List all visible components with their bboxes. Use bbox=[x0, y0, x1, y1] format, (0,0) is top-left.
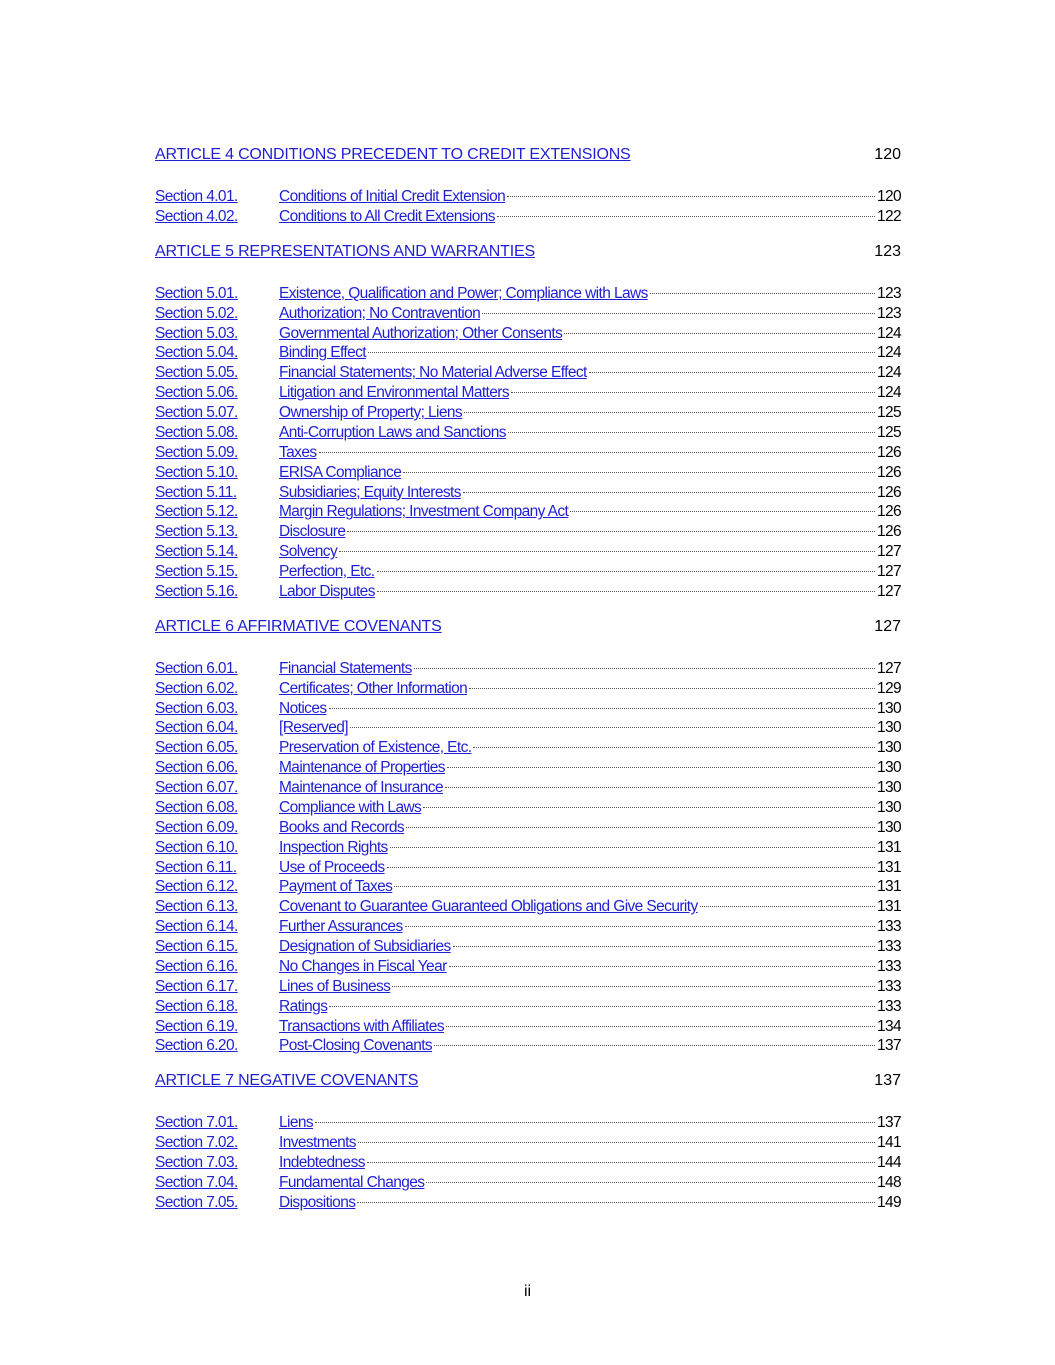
section-page-number: 124 bbox=[876, 324, 901, 342]
section-page-number: 130 bbox=[876, 759, 901, 777]
section-title-link[interactable]: Preservation of Existence, Etc. bbox=[279, 739, 472, 757]
section-page-number: 129 bbox=[876, 679, 901, 697]
section-number-link[interactable]: Section 6.04. bbox=[155, 719, 238, 737]
section-number-link[interactable]: Section 7.01. bbox=[155, 1114, 238, 1132]
section-title-link[interactable]: Designation of Subsidiaries bbox=[279, 938, 451, 955]
toc-entry[interactable] bbox=[155, 207, 901, 227]
section-number-link[interactable]: Section 5.14. bbox=[155, 543, 238, 561]
dot-leader bbox=[358, 1142, 875, 1143]
section-title-link[interactable]: Compliance with Laws bbox=[279, 798, 422, 816]
section-number-link[interactable]: Section 5.02. bbox=[155, 304, 238, 322]
section-title-link[interactable]: Margin Regulations; Investment Company Act bbox=[279, 503, 569, 521]
section-title-link[interactable]: Post-Closing Covenants bbox=[279, 1037, 433, 1055]
toc-entry[interactable] bbox=[155, 423, 901, 443]
dot-leader bbox=[347, 531, 875, 532]
section-title-link[interactable]: Ownership of Property; Liens bbox=[279, 404, 463, 421]
section-page-number: 149 bbox=[876, 1193, 901, 1211]
section-number-link[interactable]: Section 7.04. bbox=[155, 1173, 238, 1191]
section-number-link[interactable]: Section 6.15. bbox=[155, 938, 238, 955]
toc-entry[interactable] bbox=[155, 343, 901, 363]
dot-leader bbox=[329, 708, 875, 709]
article-page-number: 127 bbox=[874, 617, 901, 635]
section-page-number: 127 bbox=[876, 563, 901, 580]
dot-leader bbox=[329, 1006, 875, 1007]
section-number-link[interactable]: Section 5.10. bbox=[155, 463, 238, 481]
toc-entry[interactable] bbox=[155, 659, 901, 679]
section-page-number: 130 bbox=[876, 798, 901, 816]
section-title-link[interactable]: Conditions of Initial Credit Extension bbox=[279, 188, 506, 205]
section-title-link[interactable]: Dispositions bbox=[279, 1193, 356, 1211]
section-number-link[interactable]: Section 4.01. bbox=[155, 188, 238, 205]
section-number-link[interactable]: Section 4.02. bbox=[155, 207, 238, 225]
section-number-link[interactable]: Section 6.10. bbox=[155, 838, 238, 856]
dot-leader bbox=[700, 906, 875, 907]
section-number-link[interactable]: Section 5.15. bbox=[155, 563, 238, 580]
section-number-link[interactable]: Section 6.06. bbox=[155, 759, 238, 777]
toc-entry[interactable] bbox=[155, 937, 901, 957]
section-page-number: 130 bbox=[876, 719, 901, 737]
section-title-link[interactable]: [Reserved] bbox=[279, 719, 348, 737]
toc-entry[interactable] bbox=[155, 363, 901, 383]
section-title-link[interactable]: Payment of Taxes bbox=[279, 878, 393, 896]
article-heading[interactable] bbox=[155, 616, 901, 638]
section-title-link[interactable]: Financial Statements; No Material Adverse Effect bbox=[279, 364, 587, 382]
toc-entry[interactable] bbox=[155, 1017, 901, 1037]
section-page-number: 133 bbox=[876, 997, 901, 1015]
section-page-number: 133 bbox=[876, 918, 901, 936]
dot-leader bbox=[405, 926, 875, 927]
section-number-link[interactable]: Section 5.09. bbox=[155, 443, 238, 461]
section-title-link[interactable]: Notices bbox=[279, 699, 327, 717]
dot-leader bbox=[445, 787, 875, 788]
dot-leader bbox=[423, 807, 875, 808]
section-page-number: 126 bbox=[876, 503, 901, 521]
section-number-link[interactable]: Section 6.20. bbox=[155, 1037, 238, 1055]
section-title-link[interactable]: Authorization; No Contravention bbox=[279, 304, 481, 322]
dot-leader bbox=[403, 472, 875, 473]
dot-leader bbox=[511, 392, 875, 393]
section-title-link[interactable]: Maintenance of Insurance bbox=[279, 779, 443, 796]
section-page-number: 126 bbox=[876, 523, 901, 541]
section-number-link[interactable]: Section 7.05. bbox=[155, 1193, 238, 1211]
dot-leader bbox=[463, 492, 875, 493]
section-number-link[interactable]: Section 6.17. bbox=[155, 977, 238, 995]
section-title-link[interactable]: Liens bbox=[279, 1114, 314, 1132]
toc-entry[interactable] bbox=[155, 1193, 901, 1213]
toc-entry[interactable] bbox=[155, 699, 901, 719]
section-page-number: 133 bbox=[876, 957, 901, 975]
section-number-link[interactable]: Section 5.04. bbox=[155, 344, 238, 362]
section-page-number: 134 bbox=[876, 1017, 901, 1035]
toc-entry[interactable] bbox=[155, 897, 901, 917]
toc-entry[interactable] bbox=[155, 443, 901, 463]
toc-entry[interactable] bbox=[155, 502, 901, 522]
dot-leader bbox=[508, 432, 875, 433]
section-page-number: 120 bbox=[876, 188, 901, 205]
dot-leader bbox=[414, 668, 875, 669]
section-page-number: 127 bbox=[876, 659, 901, 677]
section-title-link[interactable]: Inspection Rights bbox=[279, 838, 388, 856]
section-title-link[interactable]: Binding Effect bbox=[279, 344, 366, 362]
dot-leader bbox=[570, 511, 875, 512]
section-page-number: 141 bbox=[876, 1134, 901, 1152]
section-title-link[interactable]: Transactions with Affiliates bbox=[279, 1017, 444, 1035]
section-title-link[interactable]: Existence, Qualification and Power; Compliance with Laws bbox=[279, 284, 648, 302]
dot-leader bbox=[447, 767, 875, 768]
section-number-link[interactable]: Section 6.01. bbox=[155, 659, 238, 677]
section-title-link[interactable]: ERISA Compliance bbox=[279, 463, 402, 481]
section-page-number: 131 bbox=[876, 838, 901, 856]
section-page-number: 131 bbox=[876, 878, 901, 896]
section-page-number: 123 bbox=[876, 284, 901, 302]
dot-leader bbox=[315, 1122, 875, 1123]
dot-leader bbox=[434, 1045, 875, 1046]
dot-leader bbox=[564, 333, 875, 334]
toc-entry[interactable] bbox=[155, 997, 901, 1017]
dot-leader bbox=[446, 1026, 875, 1027]
section-title-link[interactable]: Perfection, Etc. bbox=[279, 563, 375, 580]
toc-entry[interactable] bbox=[155, 1153, 901, 1173]
section-page-number: 130 bbox=[876, 699, 901, 717]
dot-leader bbox=[482, 313, 875, 314]
dot-leader bbox=[394, 886, 875, 887]
toc-entry[interactable] bbox=[155, 304, 901, 324]
dot-leader bbox=[449, 966, 875, 967]
section-page-number: 148 bbox=[876, 1173, 901, 1191]
section-page-number: 137 bbox=[876, 1037, 901, 1055]
dot-leader bbox=[377, 571, 875, 572]
section-number-link[interactable]: Section 5.11. bbox=[155, 483, 237, 501]
toc-entry[interactable] bbox=[155, 383, 901, 403]
section-page-number: 131 bbox=[876, 858, 901, 876]
section-number-link[interactable]: Section 5.05. bbox=[155, 364, 238, 382]
toc-entry[interactable] bbox=[155, 679, 901, 699]
dot-leader bbox=[589, 372, 875, 373]
toc-entry[interactable] bbox=[155, 917, 901, 937]
toc-entry[interactable] bbox=[155, 1036, 901, 1056]
section-number-link[interactable]: Section 6.18. bbox=[155, 997, 238, 1015]
dot-leader bbox=[453, 946, 875, 947]
section-title-link[interactable]: Further Assurances bbox=[279, 918, 403, 936]
toc-entry[interactable] bbox=[155, 778, 901, 798]
dot-leader bbox=[650, 293, 875, 294]
section-page-number: 126 bbox=[876, 463, 901, 481]
section-number-link[interactable]: Section 5.07. bbox=[155, 404, 238, 421]
toc-entry[interactable] bbox=[155, 977, 901, 997]
dot-leader bbox=[390, 847, 875, 848]
section-page-number: 125 bbox=[876, 423, 901, 441]
toc-entry[interactable] bbox=[155, 582, 901, 602]
section-title-link[interactable]: Taxes bbox=[279, 443, 317, 461]
toc-entry[interactable] bbox=[155, 877, 901, 897]
section-title-link[interactable]: Disclosure bbox=[279, 523, 346, 541]
toc-entry[interactable] bbox=[155, 838, 901, 858]
section-title-link[interactable]: Subsidiaries; Equity Interests bbox=[279, 483, 461, 501]
article-title-link[interactable]: ARTICLE 5 REPRESENTATIONS AND WARRANTIES bbox=[155, 242, 535, 260]
section-page-number: 124 bbox=[876, 344, 901, 362]
section-page-number: 144 bbox=[876, 1154, 901, 1171]
section-page-number: 122 bbox=[876, 207, 901, 225]
dot-leader bbox=[319, 452, 875, 453]
article-title-link[interactable]: ARTICLE 6 AFFIRMATIVE COVENANTS bbox=[155, 617, 442, 635]
section-title-link[interactable]: Books and Records bbox=[279, 818, 405, 836]
section-number-link[interactable]: Section 5.06. bbox=[155, 384, 238, 402]
toc-entry[interactable] bbox=[155, 1173, 901, 1193]
section-number-link[interactable]: Section 5.16. bbox=[155, 582, 238, 600]
section-title-link[interactable]: Fundamental Changes bbox=[279, 1173, 425, 1191]
toc-entry[interactable] bbox=[155, 738, 901, 758]
toc-entry[interactable] bbox=[155, 858, 901, 878]
article-title-link[interactable]: ARTICLE 4 CONDITIONS PRECEDENT TO CREDIT EXTENSIONS bbox=[155, 146, 631, 163]
section-number-link[interactable]: Section 5.12. bbox=[155, 503, 238, 521]
section-title-link[interactable]: Covenant to Guarantee Guaranteed Obligations and Give Security bbox=[279, 898, 698, 916]
section-title-link[interactable]: Ratings bbox=[279, 997, 328, 1015]
section-number-link[interactable]: Section 6.03. bbox=[155, 699, 238, 717]
toc-entry[interactable] bbox=[155, 758, 901, 778]
section-number-link[interactable]: Section 6.08. bbox=[155, 798, 238, 816]
article-heading[interactable] bbox=[155, 241, 901, 263]
section-title-link[interactable]: Lines of Business bbox=[279, 977, 391, 995]
section-title-link[interactable]: Conditions to All Credit Extensions bbox=[279, 207, 495, 225]
toc-entry[interactable] bbox=[155, 718, 901, 738]
dot-leader bbox=[357, 1202, 875, 1203]
dot-leader bbox=[507, 196, 875, 197]
dot-leader bbox=[426, 1182, 875, 1183]
section-title-link[interactable]: Use of Proceeds bbox=[279, 858, 385, 876]
section-page-number: 123 bbox=[876, 304, 901, 322]
dot-leader bbox=[469, 688, 875, 689]
table-of-contents bbox=[155, 144, 901, 1213]
toc-entry[interactable] bbox=[155, 463, 901, 483]
section-page-number: 130 bbox=[876, 818, 901, 836]
section-number-link[interactable]: Section 5.13. bbox=[155, 523, 238, 541]
section-number-link[interactable]: Section 5.08. bbox=[155, 423, 238, 441]
section-page-number: 130 bbox=[876, 739, 901, 757]
section-number-link[interactable]: Section 7.02. bbox=[155, 1134, 238, 1152]
section-title-link[interactable]: Investments bbox=[279, 1134, 356, 1152]
dot-leader bbox=[350, 727, 875, 728]
toc-entry[interactable] bbox=[155, 284, 901, 304]
toc-entry[interactable] bbox=[155, 1113, 901, 1133]
section-number-link[interactable]: Section 6.11. bbox=[155, 858, 237, 876]
section-title-link[interactable]: No Changes in Fiscal Year bbox=[279, 957, 447, 975]
section-title-link[interactable]: Financial Statements bbox=[279, 659, 412, 677]
toc-entry[interactable] bbox=[155, 818, 901, 838]
toc-entry[interactable] bbox=[155, 957, 901, 977]
section-page-number: 125 bbox=[876, 404, 901, 421]
section-page-number: 133 bbox=[876, 977, 901, 995]
section-title-link[interactable]: Labor Disputes bbox=[279, 582, 375, 600]
section-number-link[interactable]: Section 5.01. bbox=[155, 284, 238, 302]
article-heading[interactable] bbox=[155, 1070, 901, 1092]
section-number-link[interactable]: Section 6.19. bbox=[155, 1017, 238, 1035]
toc-entry[interactable] bbox=[155, 798, 901, 818]
dot-leader bbox=[392, 986, 875, 987]
toc-entry[interactable] bbox=[155, 403, 901, 423]
article-page-number: 120 bbox=[874, 146, 901, 163]
toc-entry[interactable] bbox=[155, 483, 901, 503]
section-page-number: 127 bbox=[876, 543, 901, 561]
dot-leader bbox=[406, 827, 875, 828]
dot-leader bbox=[387, 867, 875, 868]
article-title-link[interactable]: ARTICLE 7 NEGATIVE COVENANTS bbox=[155, 1072, 419, 1090]
dot-leader bbox=[377, 591, 875, 592]
section-title-link[interactable]: Anti-Corruption Laws and Sanctions bbox=[279, 423, 506, 441]
section-number-link[interactable]: Section 6.16. bbox=[155, 957, 238, 975]
section-page-number: 137 bbox=[876, 1114, 901, 1132]
dot-leader bbox=[473, 747, 874, 748]
section-title-link[interactable]: Litigation and Environmental Matters bbox=[279, 384, 509, 402]
section-number-link[interactable]: Section 6.02. bbox=[155, 679, 238, 697]
article-heading[interactable] bbox=[155, 144, 901, 166]
section-number-link[interactable]: Section 5.03. bbox=[155, 324, 238, 342]
section-title-link[interactable]: Indebtedness bbox=[279, 1154, 365, 1171]
dot-leader bbox=[367, 1162, 875, 1163]
toc-entry[interactable] bbox=[155, 324, 901, 344]
dot-leader bbox=[497, 216, 875, 217]
section-number-link[interactable]: Section 6.14. bbox=[155, 918, 238, 936]
section-page-number: 130 bbox=[876, 779, 901, 796]
page-number: ii bbox=[523, 1283, 532, 1300]
section-number-link[interactable]: Section 6.07. bbox=[155, 779, 238, 796]
section-page-number: 126 bbox=[876, 443, 901, 461]
section-title-link[interactable]: Certificates; Other Information bbox=[279, 679, 468, 697]
section-number-link[interactable]: Section 6.09. bbox=[155, 818, 238, 836]
article-page-number: 123 bbox=[874, 242, 901, 260]
toc-entry[interactable] bbox=[155, 542, 901, 562]
section-number-link[interactable]: Section 6.12. bbox=[155, 878, 238, 896]
section-title-link[interactable]: Maintenance of Properties bbox=[279, 759, 445, 777]
dot-leader bbox=[339, 551, 875, 552]
section-title-link[interactable]: Solvency bbox=[279, 543, 338, 561]
toc-entry[interactable] bbox=[155, 522, 901, 542]
section-page-number: 124 bbox=[876, 384, 901, 402]
section-number-link[interactable]: Section 6.13. bbox=[155, 898, 238, 916]
section-page-number: 124 bbox=[876, 364, 901, 382]
section-number-link[interactable]: Section 7.03. bbox=[155, 1154, 238, 1171]
dot-leader bbox=[368, 352, 875, 353]
section-page-number: 131 bbox=[876, 898, 901, 916]
section-title-link[interactable]: Governmental Authorization; Other Consents bbox=[279, 324, 563, 342]
toc-entry[interactable] bbox=[155, 187, 901, 207]
section-page-number: 127 bbox=[876, 582, 901, 600]
toc-entry[interactable] bbox=[155, 562, 901, 582]
dot-leader bbox=[464, 412, 875, 413]
section-page-number: 133 bbox=[876, 938, 901, 955]
article-page-number: 137 bbox=[874, 1072, 901, 1090]
section-page-number: 126 bbox=[876, 483, 901, 501]
toc-entry[interactable] bbox=[155, 1133, 901, 1153]
section-number-link[interactable]: Section 6.05. bbox=[155, 739, 238, 757]
